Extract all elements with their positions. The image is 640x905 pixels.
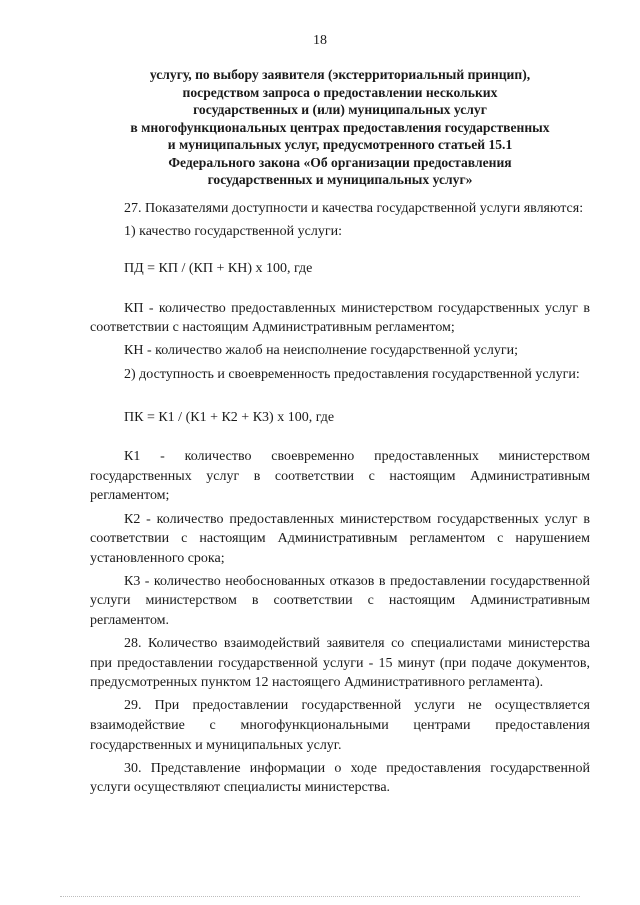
paragraph-29: 29. При предоставлении государственной услуги не осуществляется взаимодействие с многофункциональными центрами предоставления государственных и муниципальных услуг.: [90, 698, 590, 753]
definition-k2: К2 - количество предоставленных министерством государственных услуг в соответствии с настоящим Административным регламентом с нарушением установленного срока;: [90, 511, 590, 566]
paragraph-27: 27. Показателями доступности и качества государственной услуги являются:: [124, 201, 584, 216]
page-number: 18: [313, 33, 327, 48]
formula-pd: ПД = КП / (КП + КН) х 100, где: [124, 261, 313, 277]
paragraph-28: 28. Количество взаимодействий заявителя со специалистами министерства при предоставлении государственной услуги - 15 минут (при подаче документов, предусмотренных пунктом 12 настоящего Административного регламента).: [90, 636, 590, 691]
scan-edge-dots: [60, 895, 580, 897]
heading-line: услугу, по выбору заявителя (экстерриториальный принцип),: [149, 67, 531, 82]
section-heading: [90, 66, 590, 189]
definition-k1: К1 - количество своевременно предоставленных министерством государственных услуг в соответствии с настоящим Административным регламентом;: [90, 449, 590, 504]
heading-line: в многофункциональных центрах предоставления государственных: [130, 119, 550, 135]
definition-k3: К3 - количество необоснованных отказов в предоставлении государственной услуги министерством в соответствии с настоящим Административным регламентом.: [90, 573, 590, 628]
list-item-accessibility: 2) доступность и своевременность предоставления государственной услуги:: [124, 366, 580, 382]
heading-line: государственных и (или) муниципальных услуг: [193, 102, 487, 117]
definition-kn: КН - количество жалоб на неисполнение государственной услуги;: [124, 343, 518, 359]
heading-line: государственных и муниципальных услуг»: [207, 172, 473, 187]
formula-pk: ПК = К1 / (К1 + К2 + К3) х 100, где: [124, 409, 335, 425]
document-body: [90, 199, 590, 801]
heading-line: и муниципальных услуг, предусмотренного статьей 15.1: [167, 137, 513, 152]
list-item-quality: 1) качество государственной услуги:: [124, 224, 342, 240]
definition-kp: КП - количество предоставленных министерством государственных услуг в соответствии с настоящим Административным регламентом;: [90, 300, 590, 336]
heading-line: посредством запроса о предоставлении нескольких: [182, 84, 498, 100]
heading-line: Федерального закона «Об организации предоставления: [168, 154, 512, 170]
paragraph-30: 30. Представление информации о ходе предоставления государственной услуги осуществляют специалисты министерства.: [90, 760, 590, 796]
